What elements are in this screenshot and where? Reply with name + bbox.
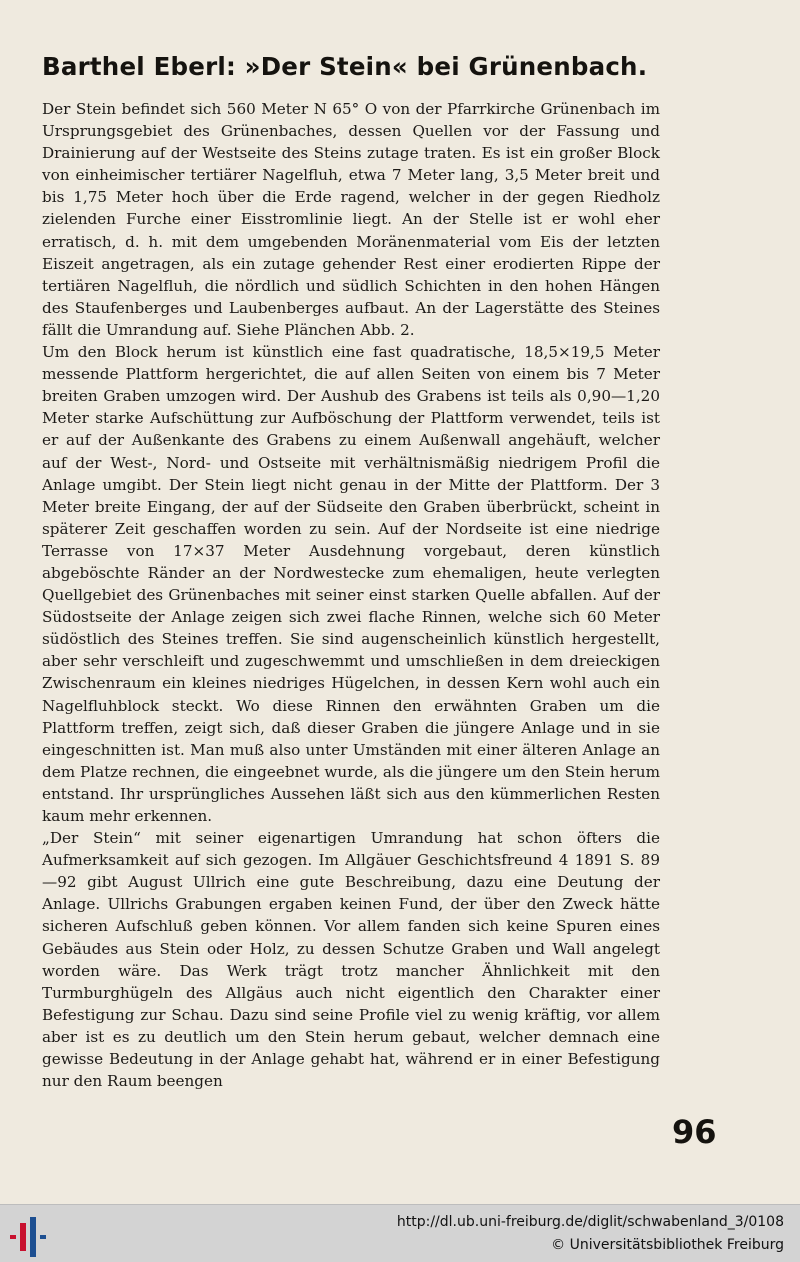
article-title: Barthel Eberl: »Der Stein« bei Grünenbach. [42, 52, 648, 81]
paragraph: Der Stein befindet sich 560 Meter N 65° O von der Pfarrkirche Grünenbach im Ursprungsgebiet des Grünenbaches, dessen Quellen vor der Fassung und Drainierung auf der Westseite des Steins zutage traten. Es ist ein großer Block von einheimischer tertiärer Nagelfluh, etwa 7 Meter lang, 3,5 Meter breit und bis 1,75 Meter hoch über die Erde ragend, welcher in der gegen Riedholz zielenden Furche einer Eisstromlinie liegt. An der Stelle ist er wohl eher erratisch, d. h. mit dem umgebenden Moränenmaterial vom Eis der letzten Eiszeit angetragen, als ein zutage gehender Rest einer erodierten Rippe der tertiären Nagelfluh, die nördlich und südlich Schichten in den hohen Hängen des Staufenberges und Laubenberges aufbaut. An der Lagerstätte des Steines fällt die Umrandung auf. Siehe Plänchen Abb. 2. [42, 100, 660, 339]
paragraph: Um den Block herum ist künstlich eine fast quadratische, 18,5×19,5 Meter messende Plattform hergerichtet, die auf allen Seiten von einem bis 7 Meter breiten Graben umzogen wird. Der Aushub des Grabens ist teils als 0,90—1,20 Meter starke Aufschüttung zur Aufböschung der Plattform verwendet, teils ist er auf der Außenkante des Grabens zu einem Außenwall angehäuft, welcher auf der West-, Nord- und Ostseite mit verhältnismäßig niedrigem Profil die Anlage umgibt. Der Stein liegt nicht genau in der Mitte der Plattform. Der 3 Meter breite Eingang, der auf der Südseite den Graben überbrückt, scheint in späterer Zeit geschaffen worden zu sein. Auf der Nordseite ist eine niedrige Terrasse von 17×37 Meter Ausdehnung vorgebaut, deren künstlich abgeböschte Ränder an der Nordwestecke zum ehemaligen, heute verlegten Quellgebiet des Grünenbaches mit seiner einst starken Quelle abfallen. Auf der Südostseite der Anlage zeigen sich zwei flache Rinnen, welche sich 60 Meter südöstlich des Steines treffen. Sie sind augenscheinlich künstlich hergestellt, aber sehr verschleift und zugeschwemmt und umschließen in dem dreieckigen Zwischenraum ein kleines niedriges Hügelchen, in dessen Kern wohl auch ein Nagelfluhblock steckt. Wo diese Rinnen den erwähnten Graben um die Plattform treffen, zeigt sich, daß dieser Graben die jüngere Anlage und in sie eingeschnitten ist. Man muß also unter Umständen mit einer älteren Anlage an dem Platze rechnen, die eingeebnet wurde, als die jüngere um den Stein herum entstand. Ihr ursprüngliches Aussehen läßt sich aus den kümmerlichen Resten kaum mehr erkennen. [42, 343, 660, 825]
paragraph: „Der Stein“ mit seiner eigenartigen Umrandung hat schon öfters die Aufmerksamkeit auf sich gezogen. Im Allgäuer Geschichtsfreund 4 1891 S. 89—92 gibt August Ullrich eine gute Beschreibung, dazu eine Deutung der Anlage. Ullrichs Grabungen ergaben keinen Fund, der über den Zweck hätte sicheren Aufschluß geben können. Vor allem fanden sich keine Spuren eines Gebäudes aus Stein oder Holz, zu dessen Schutze Graben und Wall angelegt worden wäre. Das Werk trägt trotz mancher Ähnlichkeit mit den Turmburghügeln des Allgäus auch nicht eigentlich den Charakter einer Befestigung zur Schau. Dazu sind seine Profile viel zu wenig kräftig, vor allem aber ist es zu deutlich um den Stein herum gebaut, welcher demnach eine gewisse Bedeutung in der Anlage gehabt hat, während er in einer Befestigung nur den Raum beengen [42, 829, 660, 1091]
viewer-footer [0, 1204, 800, 1262]
document-url[interactable]: http://dl.ub.uni-freiburg.de/diglit/schwabenland_3/0108 [396, 1214, 784, 1230]
ub-freiburg-logo-icon[interactable] [8, 1213, 52, 1257]
page-number: 96 [672, 1113, 717, 1151]
article-body [42, 98, 660, 1092]
copyright-notice: © Universitätsbibliothek Freiburg [551, 1237, 784, 1253]
